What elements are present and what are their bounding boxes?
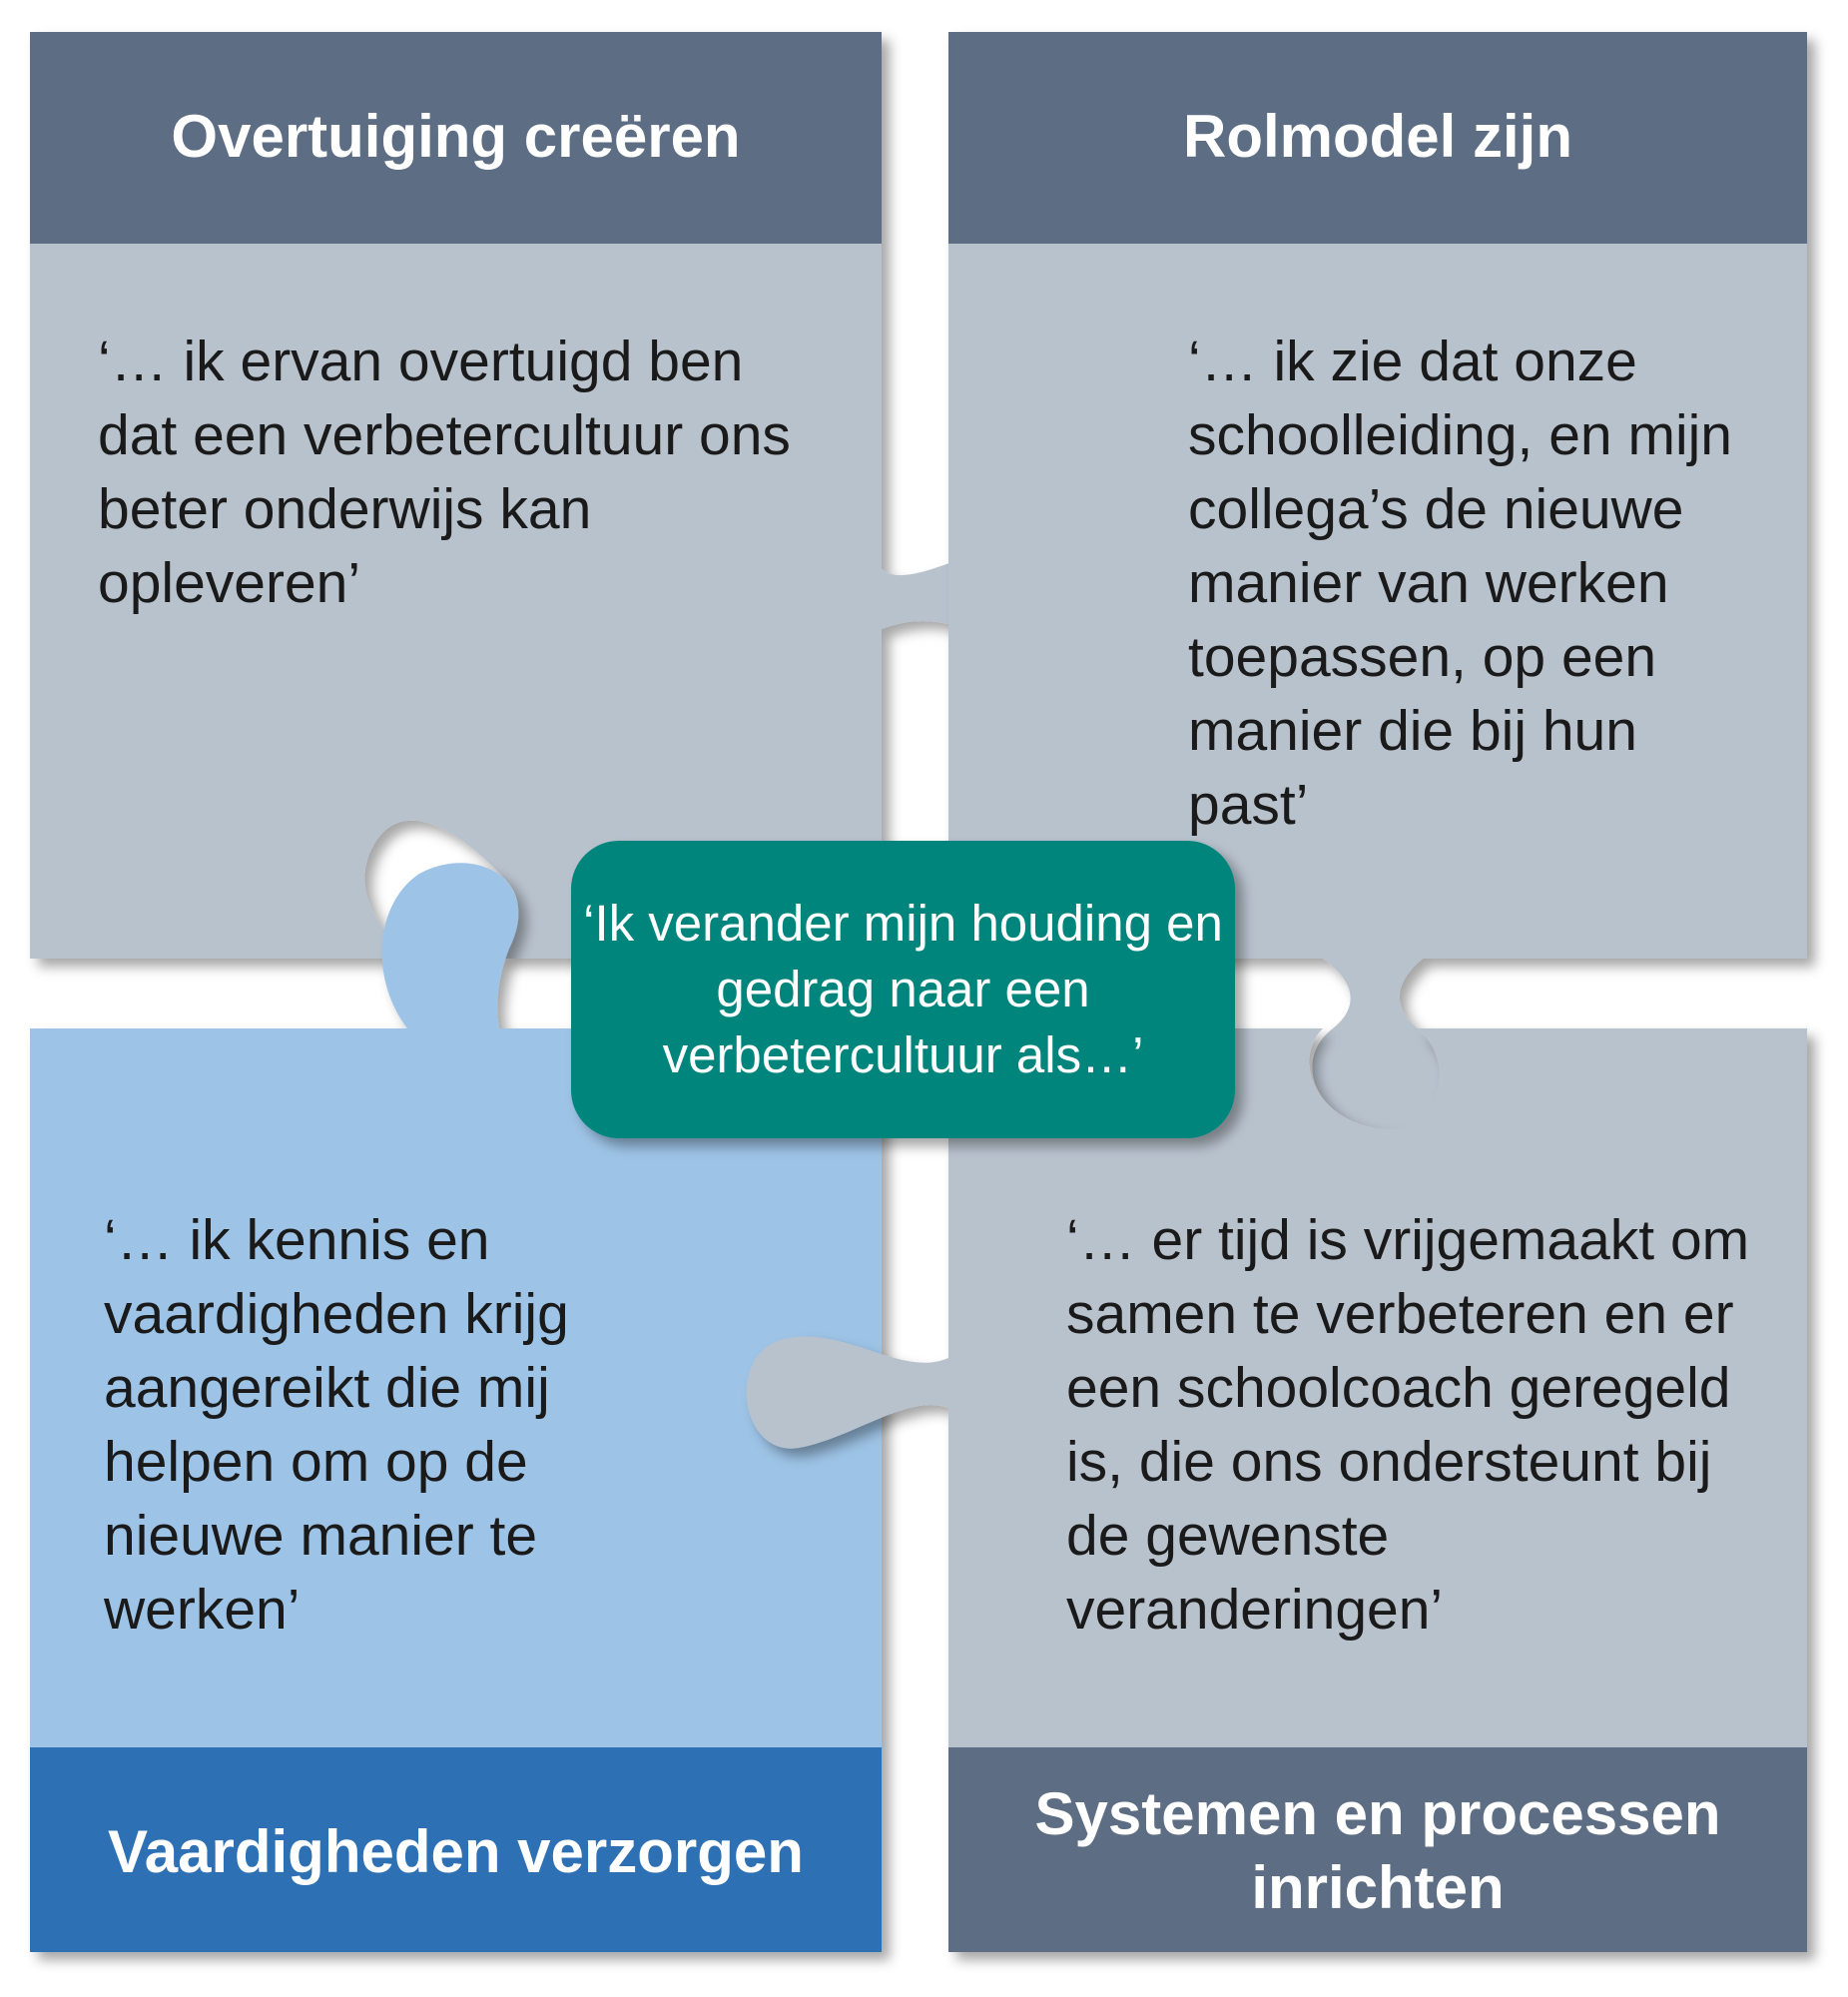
heading-vaardigheden-verzorgen: Vaardigheden verzorgen [108, 1818, 804, 1885]
quote-rolmodel-zijn: ‘… ik zie dat onze schoolleiding, en mijn collega’s de nieuwe manier van werken toepassen, op een manier die bij hun past’ [1188, 330, 1732, 837]
heading-rolmodel-zijn: Rolmodel zijn [1183, 103, 1572, 170]
heading-overtuiging-creeren: Overtuiging creëren [171, 103, 741, 170]
quote-overtuiging-creeren: ‘… ik ervan overtuigd ben dat een verbetercultuur ons beter onderwijs kan opleveren’ [98, 330, 791, 615]
center-statement: ‘Ik verander mijn houding en gedrag naar een verbetercultuur als…’ [583, 895, 1223, 1083]
quote-vaardigheden-verzorgen: ‘… ik kennis en vaardigheden krijg aangereikt die mij helpen om op de nieuwe manier te werken’ [104, 1208, 569, 1642]
heading-systemen-en-processen-inrichten: Systemen en processen inrichten [1034, 1780, 1721, 1921]
quote-systemen-en-processen: ‘… er tijd is vrijgemaakt om samen te verbeteren en er een schoolcoach geregeld is, die ons ondersteunt bij de gewenste veranderingen’ [1066, 1208, 1750, 1642]
